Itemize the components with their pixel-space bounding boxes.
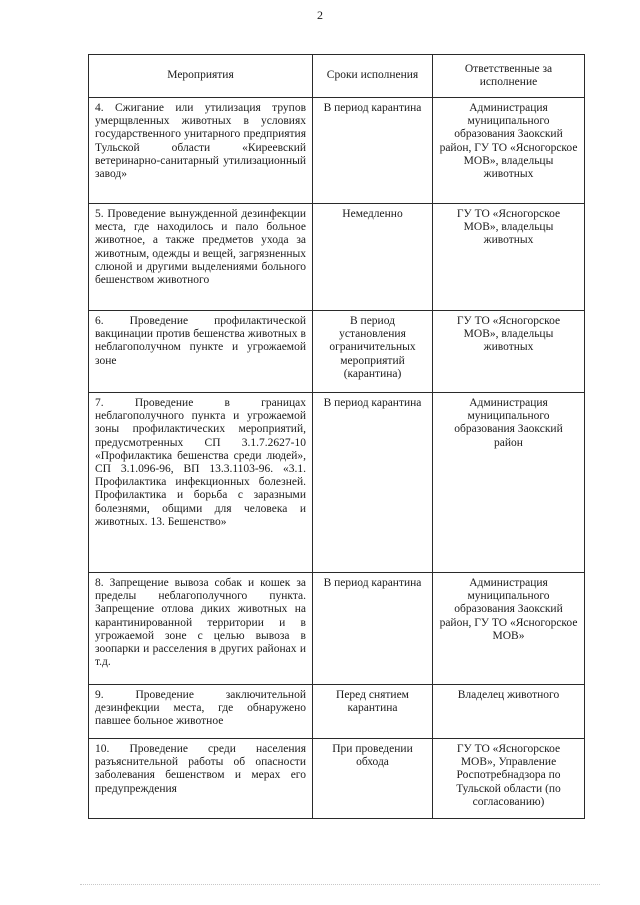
measure-cell: 9. Проведение заключительной дезинфекции места, где обнаружено павшее больное животное xyxy=(89,685,313,739)
header-measures: Мероприятия xyxy=(89,55,313,98)
measure-cell: 6. Проведение профилактической вакцинации против бешенства животных в неблагополучном пункте и угрожаемой зоне xyxy=(89,311,313,393)
page-number: 2 xyxy=(317,8,323,22)
measures-table xyxy=(88,54,585,819)
term-cell: В период карантина xyxy=(313,393,433,573)
measure-cell: 10. Проведение среди населения разъяснительной работы об опасности заболевания бешенством и мерах его предупреждения xyxy=(89,739,313,819)
term-cell: При проведении обхода xyxy=(313,739,433,819)
measure-cell: 5. Проведение вынужденной дезинфекции места, где находилось и пало больное животное, а также предметов ухода за животным, одежды и вещей, загрязненных слюной и другими выделениями больного бешенством животного xyxy=(89,204,313,311)
responsible-cell: ГУ ТО «Ясногорское МОВ», Управление Роспотребнадзора по Тульской области (по согласованию) xyxy=(433,739,585,819)
term-cell: В период карантина xyxy=(313,98,433,204)
responsible-cell: ГУ ТО «Ясногорское МОВ», владельцы животных xyxy=(433,311,585,393)
term-cell: В период карантина xyxy=(313,573,433,685)
responsible-cell: Администрация муниципального образования Заокский район xyxy=(433,393,585,573)
table-header-row xyxy=(89,55,585,98)
responsible-cell: Владелец животного xyxy=(433,685,585,739)
term-cell: Немедленно xyxy=(313,204,433,311)
measure-cell: 4. Сжигание или утилизация трупов умерщвленных животных в условиях государственного унитарного предприятия Тульской области «Киреевский ветеринарно-санитарный утилизационный завод» xyxy=(89,98,313,204)
table-row xyxy=(89,393,585,573)
table-row xyxy=(89,739,585,819)
table-row xyxy=(89,685,585,739)
responsible-cell: Администрация муниципального образования Заокский район, ГУ ТО «Ясногорское МОВ» xyxy=(433,573,585,685)
measure-cell: 7. Проведение в границах неблагополучного пункта и угрожаемой зоны профилактических мероприятий, предусмотренных СП 3.1.7.2627-10 «Профилактика бешенства среди людей», СП 3.1.096-96, ВП 13.3.1103-96. «3.1. Профилактика инфекционных болезней. Профилактика и борьба с заразными болезнями, общими для человека и животных. 13. Бешенство» xyxy=(89,393,313,573)
measure-cell: 8. Запрещение вывоза собак и кошек за пределы неблагополучного пункта. Запрещение отлова диких животных на карантинированной территории и в угрожаемой зоне с целью вывоза в зоопарки и расселения в других районах и т.д. xyxy=(89,573,313,685)
header-terms: Сроки исполнения xyxy=(313,55,433,98)
term-cell: Перед снятием карантина xyxy=(313,685,433,739)
table-row xyxy=(89,311,585,393)
responsible-cell: Администрация муниципального образования Заокский район, ГУ ТО «Ясногорское МОВ», владельцы животных xyxy=(433,98,585,204)
term-cell: В период установления ограничительных мероприятий (карантина) xyxy=(313,311,433,393)
table-row xyxy=(89,98,585,204)
scan-artifact-line xyxy=(80,884,600,888)
responsible-cell: ГУ ТО «Ясногорское МОВ», владельцы животных xyxy=(433,204,585,311)
table-row xyxy=(89,573,585,685)
header-responsible: Ответственные за исполнение xyxy=(433,55,585,98)
table-row xyxy=(89,204,585,311)
